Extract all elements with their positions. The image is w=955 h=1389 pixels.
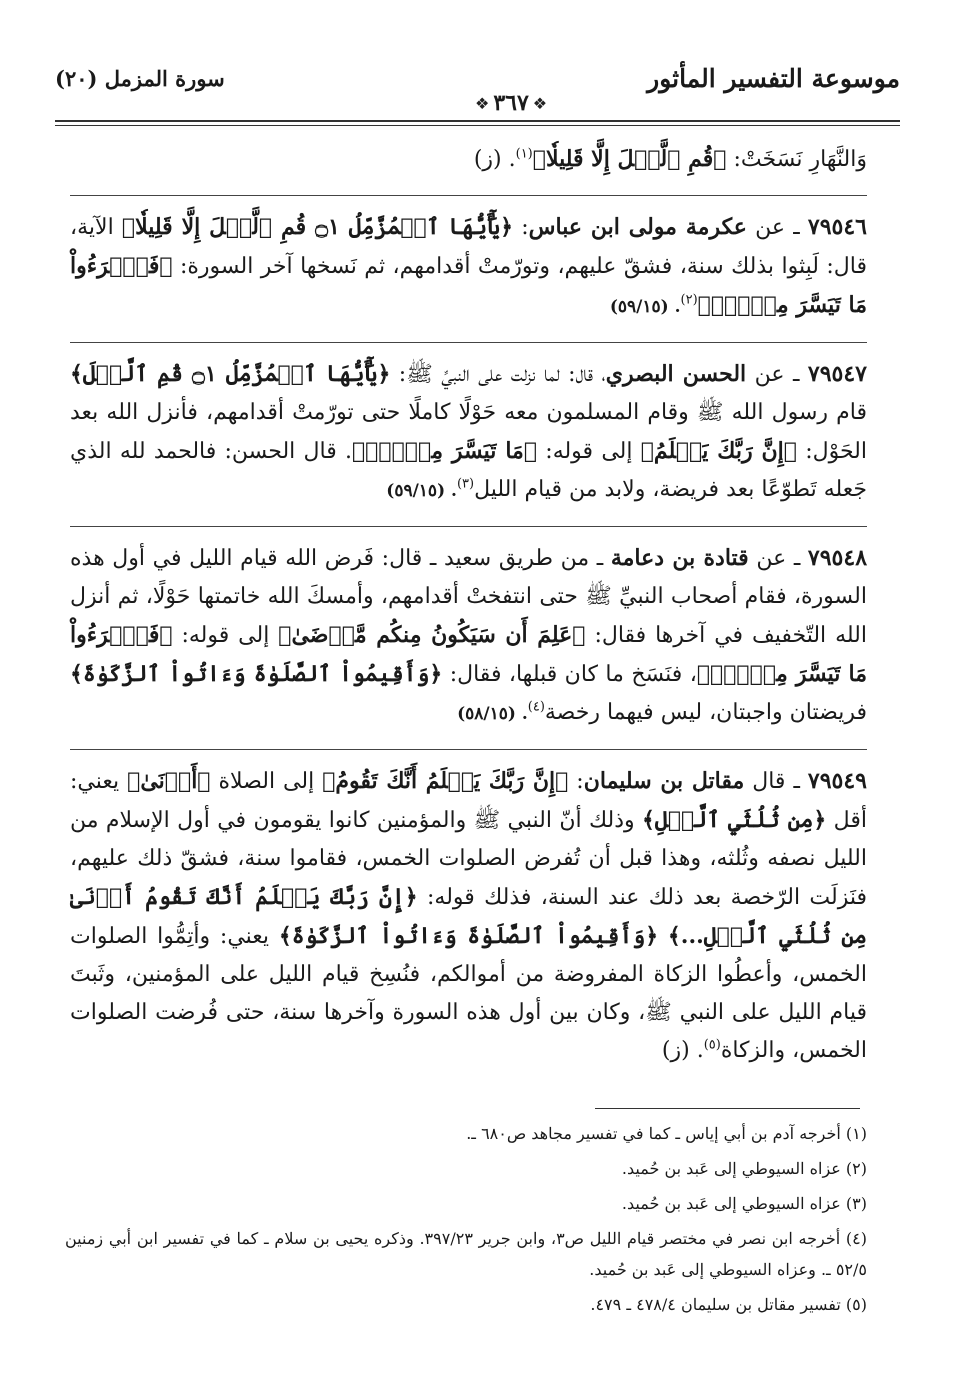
narration-79546 [70,208,867,336]
quran-verse: ﴿فَٱقۡرَءُواْ مَا تَيَسَّرَ مِنۡهُۚ﴾ [70,622,867,687]
text: إلى الصلاة [210,769,323,794]
text: : [512,215,529,240]
source-tag: . (ز) [661,1038,704,1063]
header-rule-thin [55,125,900,126]
quran-verse: ﴿مِن ثُلُثَيِ ٱلَّيۡلِ﴾ [642,807,827,833]
quran-verse: ﴿إِنَّ رَبَّكَ يَعۡلَمُ أَنَّكَ تَقُومُ﴾ [322,768,569,794]
quran-verse: ﴿مَا تَيَسَّرَ مِنۡهُۚ﴾ [351,438,538,464]
text: وَالنَّهَارِ نَسَخَتْ: [726,147,867,172]
text: : [568,769,584,794]
narrator-name: قتادة بن دعامة [610,545,749,571]
narration-79548 [70,539,867,743]
volume-reference: . (٥٨/١٥) [457,704,528,724]
book-title: موسوعة التفسير المأثور [647,64,900,93]
ornament-left-icon: ❖ [475,93,490,113]
text: ـ عن [746,215,808,240]
narration-number: ٧٩٥٤٨ [807,545,868,571]
text: فريضتان واجبتان، ليس فيهما رخصة [544,700,867,725]
continuation-line [70,140,867,189]
entry-separator [70,195,867,196]
volume-reference: . (٥٩/١٥) [386,481,457,501]
main-text [70,140,867,1080]
text: قام رسول الله ﷺ وقام المسلمون معه حَوْلًا كاملًا حتى تورّمتْ أقدامهم، فأنزل الله بعد الحَوْل: [70,400,867,464]
header-rule-thick [55,120,900,122]
text: الآية، قال: لَبِثوا بذلك سنة، فشقّ عليهم، وتورّمتْ أقدامهم، ثم نَسخها آخر السورة: [70,215,867,279]
footnote-marker: (١) [515,146,533,162]
surah-title: سورة المزمل (٢٠) [55,66,225,91]
footnote-marker: (٥) [703,1037,721,1053]
text: ، فنَسَخ ما كان قبلها، فقال: [442,662,697,687]
entry-separator [70,526,867,527]
footnote-3: (٣) عزاه السيوطي إلى عَبد بن حُميد. [621,1194,867,1213]
text: ـ عن [748,546,808,571]
page-number-group [475,90,547,116]
text: يعني: أقل [70,769,867,833]
ornament-right-icon: ❖ [532,93,548,113]
quran-verse: ﴿إِنَّ رَبَّكَ يَعۡلَمُ أَنَّكَ تَقُومُ أَدۡنَىٰ مِن ثُلُثَيِ ٱلَّيۡلِ...﴾ [70,884,868,949]
quran-verse: ﴿يَٰٓأَيُّهَا ٱلۡمُزَّمِّلُ ۝١ قُمِ ٱلَّيۡلَ إِلَّا قَلِيلٗا﴾ [121,214,513,240]
narrator-name: الحسن البصري [605,361,747,387]
entry-separator [70,749,867,750]
text: ـ قال [744,769,808,794]
narrator-name: مقاتل بن سليمان [583,768,745,794]
quran-verse: ﴿وَأَقِيمُواْ ٱلصَّلَوٰةَ وَءَاتُواْ ٱلزَّكَوٰةَ﴾ [278,923,659,949]
source-tag: . (ز) [473,147,516,172]
text [658,924,668,949]
text: . قال الحسن: فالحمد لله الذي جَعله تَطوّعًا بعد فريضة، ولابد من قيام الليل [70,439,867,502]
quran-verse: ﴿يَٰٓأَيُّهَا ٱلۡمُزَّمِّلُ ۝١ قُمِ ٱلَّيۡلَ﴾ [70,361,391,387]
quran-verse: ﴿عَلِمَ أَن سَيَكُونُ مِنكُم مَّرۡضَىٰ﴾ [278,622,586,648]
footnote-marker: (٣) [456,476,475,492]
footnote-1: (١) أخرجه آدم بن أبي إياس ـ كما في تفسير مجاهد ص٦٨٠ ـ. [466,1124,867,1143]
footnote-4: (٤) أخرجه ابن نصر في مختصر قيام الليل ص٣، وابن جرير ٣٩٧/٢٣. وذكره يحيى بن سلام ـ كما في تفسير ابن أبي زمنين ٥٢/٥ ـ. وعزاه السيوطي إلى عَبد بن حُميد. [65,1229,868,1279]
text: يعني: وأتِمُّوا الصلوات الخمس، وأعطُوا الزكاة المفروضة من أموالكم، فنُسِخ قيام الليل على المؤمنين، وثَبتَ قيام الليل على النبي ﷺ، وكان بين أول هذه السورة وآخرها سنة، حتى فُرضت الصلوات الخمس، والزكاة [70,924,867,1063]
narration-number: ٧٩٥٤٦ [807,214,867,240]
quran-verse: ﴿قُمِ ٱلَّيۡلَ إِلَّا قَلِيلٗا﴾ [532,146,727,172]
page-header [55,60,900,120]
footnote-marker: (٢) [680,292,698,308]
narrator-name: عكرمة مولى ابن عباس [528,214,747,240]
footnote-rule [595,1108,860,1109]
footnotes [65,1118,867,1324]
footnote-2: (٢) عزاه السيوطي إلى عَبد بن حُميد. [621,1159,867,1178]
text: إلى قوله: [172,623,279,648]
narration-79547 [70,355,867,520]
page-number: ٣٦٧ [493,90,529,116]
footnote-5: (٥) تفسير مقاتل بن سليمان ٤٧٨/٤ ـ ٤٧٩. [590,1295,867,1314]
narration-79549 [70,762,867,1080]
footnote-marker: (٤) [527,699,545,715]
narration-number: ٧٩٥٤٧ [807,361,867,387]
narration-number: ٧٩٥٤٩ [807,768,867,794]
quran-verse: ﴿فَٱقۡرَءُواْ مَا تَيَسَّرَ مِنۡهُۚ﴾ [70,253,867,318]
volume-reference: . (٥٩/١٥) [609,297,681,317]
quran-verse: ﴿أَدۡنَىٰ﴾ [127,768,211,794]
entry-separator [70,342,867,343]
quran-verse: ﴿وَأَقِيمُواْ ٱلصَّلَوٰةَ وَءَاتُواْ ٱلزَّكَوٰةَ﴾ [70,661,443,687]
text: وذلك أنّ النبي ﷺ والمؤمنين كانوا يقومون في أول الإسلام من الليل نصفه وثُلثه، وهذا قبل أن تُفرض الصلوات الخمس، فقاموا سنة، فشقّ ذلك عليهم، فنَزلَت الرّخصة بعد ذلك عند السنة، فذلك قوله: [70,808,868,910]
text: إلى قوله: [537,439,641,464]
text: ، قال: لما نزلت على النبيِّ ﷺ: [390,362,606,387]
text: ـ من طريق سعيد ـ قال: فَرض الله قيام الليل في أول هذه السورة، فقام أصحاب النبيِّ ﷺ حتى انتفختْ أقدامهم، وأمسكَ الله خاتمتها حَوْلًا، ثم أنزل الله التّخفيف في آخرها فقال: [70,546,867,648]
quran-verse: ﴿إِنَّ رَبَّكَ يَعۡلَمُ﴾ [640,438,797,464]
text: ـ عن [746,362,808,387]
